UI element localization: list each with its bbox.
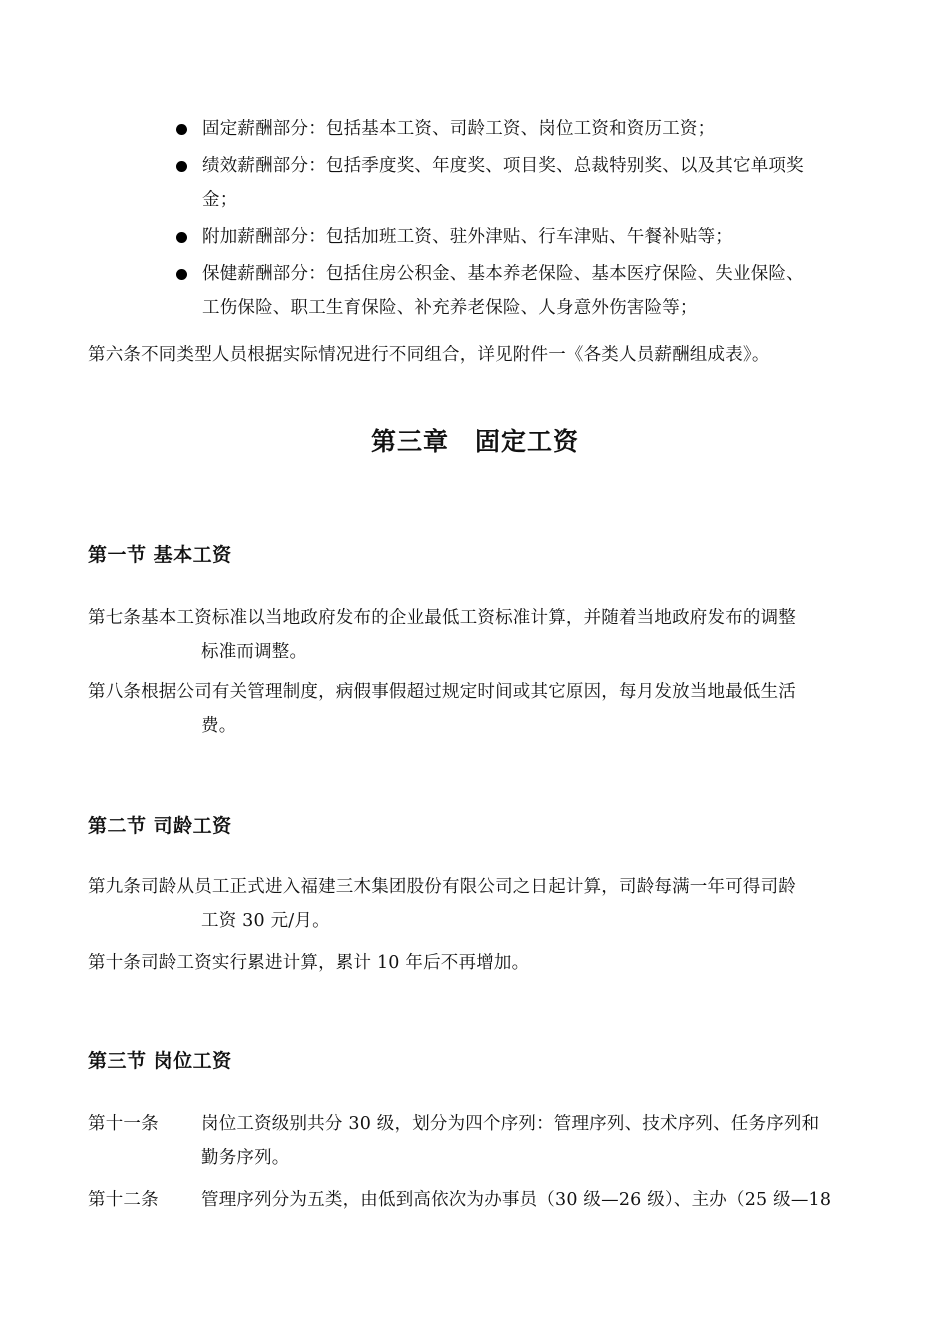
list-item-text: 保健薪酬部分：包括住房公积金、基本养老保险、基本医疗保险、失业保险、 xyxy=(202,264,804,284)
article-text: 第七条基本工资标准以当地政府发布的企业最低工资标准计算，并随着当地政府发布的调整 xyxy=(88,608,796,628)
article-line xyxy=(88,1107,878,1141)
pay-components-list xyxy=(176,112,876,328)
list-item xyxy=(176,257,876,325)
article-text: 岗位工资级别共分 30 级，划分为四个序列：管理序列、技术序列、任务序列和 xyxy=(201,1114,820,1134)
article-text: 勤务序列。 xyxy=(201,1148,290,1168)
list-item-text: 固定薪酬部分：包括基本工资、司龄工资、岗位工资和资历工资； xyxy=(202,119,716,139)
section-title-basic-wage: 第一节 基本工资 xyxy=(88,544,232,566)
section-title-position-wage: 第三节 岗位工资 xyxy=(88,1050,232,1072)
article-9 xyxy=(88,870,878,938)
article-7 xyxy=(88,601,878,669)
article-text: 第九条司龄从员工正式进入福建三木集团股份有限公司之日起计算，司龄每满一年可得司龄 xyxy=(88,877,796,897)
chapter-title: 第三章 固定工资 xyxy=(370,427,579,456)
bullet-icon xyxy=(176,161,187,172)
section-title-seniority-wage: 第二节 司龄工资 xyxy=(88,815,232,837)
article-text: 管理序列分为五类，由低到高依次为办事员（30 级—26 级）、主办（25 级—18 xyxy=(201,1190,832,1210)
article-text: 第六条不同类型人员根据实际情况进行不同组合，详见附件一《各类人员薪酬组成表》。 xyxy=(88,345,770,365)
article-label: 第十一条 xyxy=(88,1114,159,1134)
bullet-icon xyxy=(176,269,187,280)
article-line xyxy=(88,1183,878,1217)
article-text: 第十条司龄工资实行累进计算，累计 10 年后不再增加。 xyxy=(88,953,530,973)
list-item-text: 绩效薪酬部分：包括季度奖、年度奖、项目奖、总裁特别奖、以及其它单项奖 xyxy=(202,156,804,176)
article-6 xyxy=(88,338,878,372)
article-text: 费。 xyxy=(201,716,237,736)
article-text: 标准而调整。 xyxy=(201,642,308,662)
list-item xyxy=(176,149,876,217)
list-item xyxy=(176,112,876,146)
article-label: 第十二条 xyxy=(88,1190,159,1210)
list-item-text: 金； xyxy=(202,190,238,210)
article-8 xyxy=(88,675,878,743)
bullet-icon xyxy=(176,232,187,243)
article-10 xyxy=(88,946,878,980)
article-11 xyxy=(88,1107,878,1175)
list-item-text: 附加薪酬部分：包括加班工资、驻外津贴、行车津贴、午餐补贴等； xyxy=(202,227,733,247)
list-item-text: 工伤保险、职工生育保险、补充养老保险、人身意外伤害险等； xyxy=(202,298,698,318)
article-12 xyxy=(88,1183,878,1217)
article-text: 第八条根据公司有关管理制度，病假事假超过规定时间或其它原因，每月发放当地最低生活 xyxy=(88,682,796,702)
bullet-icon xyxy=(176,124,187,135)
article-text: 工资 30 元/月。 xyxy=(201,911,330,931)
list-item xyxy=(176,220,876,254)
